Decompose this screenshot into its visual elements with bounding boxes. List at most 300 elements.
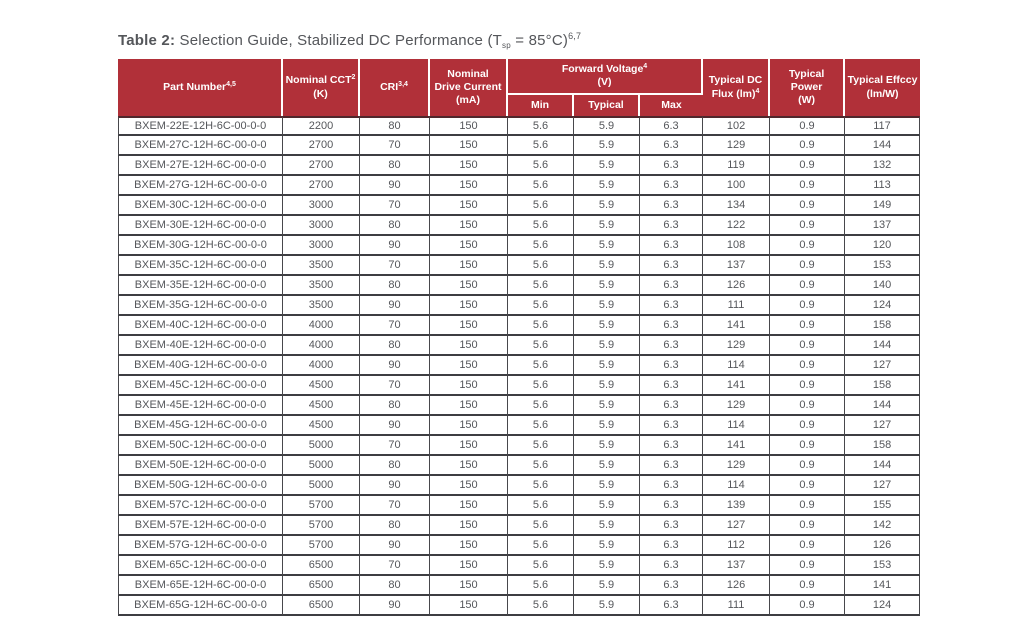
cell-vf-typical: 5.9 [574, 216, 640, 236]
cell-vf-max: 6.3 [640, 496, 703, 516]
cell-typical-dc-flux-lm: 108 [703, 236, 770, 256]
cell-typical-dc-flux-lm: 111 [703, 596, 770, 616]
cell-typical-efficacy-lm-w: 126 [845, 536, 920, 556]
cell-vf-typical: 5.9 [574, 516, 640, 536]
table-row [118, 496, 920, 516]
table-row [118, 356, 920, 376]
cell-typical-dc-flux-lm: 119 [703, 156, 770, 176]
table-row [118, 136, 920, 156]
cell-typical-dc-flux-lm: 134 [703, 196, 770, 216]
drive-current-label-2: Drive Current [434, 80, 502, 93]
cell-drive-current-ma: 150 [430, 196, 508, 216]
cell-drive-current-ma: 150 [430, 296, 508, 316]
cell-typical-power-w: 0.9 [770, 596, 845, 616]
cell-typical-dc-flux-lm: 114 [703, 356, 770, 376]
cell-typical-efficacy-lm-w: 117 [845, 116, 920, 136]
cri-footnote: 3,4 [398, 80, 408, 88]
cell-cri: 80 [360, 576, 430, 596]
cell-nominal-cct-k: 5700 [283, 496, 360, 516]
cell-typical-dc-flux-lm: 129 [703, 396, 770, 416]
col-header-vf-max: Max [640, 95, 703, 116]
cell-typical-power-w: 0.9 [770, 156, 845, 176]
cell-nominal-cct-k: 2700 [283, 156, 360, 176]
cell-typical-dc-flux-lm: 127 [703, 516, 770, 536]
cell-part-number: BXEM-40G-12H-6C-00-0-0 [118, 356, 283, 376]
cell-vf-min: 5.6 [508, 256, 574, 276]
cell-typical-power-w: 0.9 [770, 316, 845, 336]
cell-typical-dc-flux-lm: 137 [703, 256, 770, 276]
cell-vf-min: 5.6 [508, 376, 574, 396]
cell-typical-efficacy-lm-w: 144 [845, 336, 920, 356]
cell-vf-max: 6.3 [640, 456, 703, 476]
cell-typical-dc-flux-lm: 129 [703, 456, 770, 476]
cell-part-number: BXEM-50C-12H-6C-00-0-0 [118, 436, 283, 456]
cell-vf-typical: 5.9 [574, 136, 640, 156]
cell-vf-min: 5.6 [508, 356, 574, 376]
cell-vf-typical: 5.9 [574, 236, 640, 256]
cell-vf-typical: 5.9 [574, 556, 640, 576]
power-unit: (W) [798, 94, 815, 107]
dc-flux-label-1: Typical DC [708, 74, 763, 87]
efficacy-label: Typical Effccy [847, 74, 918, 87]
cell-drive-current-ma: 150 [430, 516, 508, 536]
cell-typical-dc-flux-lm: 126 [703, 576, 770, 596]
cell-cri: 70 [360, 556, 430, 576]
cell-nominal-cct-k: 3000 [283, 236, 360, 256]
cell-typical-dc-flux-lm: 129 [703, 336, 770, 356]
cell-drive-current-ma: 150 [430, 176, 508, 196]
cell-drive-current-ma: 150 [430, 276, 508, 296]
cell-typical-power-w: 0.9 [770, 576, 845, 596]
table-row [118, 376, 920, 396]
cell-typical-power-w: 0.9 [770, 196, 845, 216]
cell-vf-min: 5.6 [508, 216, 574, 236]
table-title-label: Table 2: [118, 32, 176, 49]
cell-vf-typical: 5.9 [574, 336, 640, 356]
cell-cri: 80 [360, 116, 430, 136]
cell-nominal-cct-k: 4000 [283, 316, 360, 336]
cell-part-number: BXEM-45C-12H-6C-00-0-0 [118, 376, 283, 396]
cell-nominal-cct-k: 5700 [283, 516, 360, 536]
part-number-footnote: 4,5 [226, 80, 236, 88]
col-header-power [770, 59, 845, 116]
cell-drive-current-ma: 150 [430, 396, 508, 416]
dc-flux-label-2: Flux (lm) [711, 87, 756, 100]
cell-nominal-cct-k: 4500 [283, 376, 360, 396]
cell-part-number: BXEM-65E-12H-6C-00-0-0 [118, 576, 283, 596]
cell-cri: 90 [360, 176, 430, 196]
cell-typical-power-w: 0.9 [770, 296, 845, 316]
cell-vf-typical: 5.9 [574, 156, 640, 176]
table-row [118, 336, 920, 356]
table-row [118, 516, 920, 536]
cell-typical-power-w: 0.9 [770, 356, 845, 376]
cell-vf-min: 5.6 [508, 456, 574, 476]
cell-typical-dc-flux-lm: 141 [703, 436, 770, 456]
cell-part-number: BXEM-45G-12H-6C-00-0-0 [118, 416, 283, 436]
cell-typical-power-w: 0.9 [770, 476, 845, 496]
cell-vf-max: 6.3 [640, 536, 703, 556]
cell-part-number: BXEM-57G-12H-6C-00-0-0 [118, 536, 283, 556]
table-row [118, 196, 920, 216]
cell-vf-min: 5.6 [508, 156, 574, 176]
cell-typical-power-w: 0.9 [770, 376, 845, 396]
cell-nominal-cct-k: 4000 [283, 356, 360, 376]
cell-typical-power-w: 0.9 [770, 336, 845, 356]
cell-vf-max: 6.3 [640, 416, 703, 436]
cell-drive-current-ma: 150 [430, 576, 508, 596]
cell-drive-current-ma: 150 [430, 356, 508, 376]
cell-nominal-cct-k: 2700 [283, 136, 360, 156]
table-row [118, 236, 920, 256]
cell-vf-min: 5.6 [508, 176, 574, 196]
table-row [118, 536, 920, 556]
cell-part-number: BXEM-57E-12H-6C-00-0-0 [118, 516, 283, 536]
cell-part-number: BXEM-65G-12H-6C-00-0-0 [118, 596, 283, 616]
cell-vf-max: 6.3 [640, 576, 703, 596]
cell-cri: 70 [360, 436, 430, 456]
cell-drive-current-ma: 150 [430, 496, 508, 516]
cell-cri: 70 [360, 256, 430, 276]
table-row [118, 256, 920, 276]
cell-cri: 80 [360, 396, 430, 416]
cell-typical-efficacy-lm-w: 127 [845, 356, 920, 376]
table-row [118, 316, 920, 336]
table-header [118, 59, 920, 116]
cell-vf-typical: 5.9 [574, 436, 640, 456]
cell-vf-min: 5.6 [508, 276, 574, 296]
cell-nominal-cct-k: 4000 [283, 336, 360, 356]
cell-cri: 90 [360, 536, 430, 556]
cell-vf-typical: 5.9 [574, 496, 640, 516]
cell-typical-efficacy-lm-w: 153 [845, 556, 920, 576]
cell-typical-power-w: 0.9 [770, 516, 845, 536]
cell-cri: 80 [360, 276, 430, 296]
cell-vf-typical: 5.9 [574, 196, 640, 216]
cell-nominal-cct-k: 5000 [283, 436, 360, 456]
cell-cri: 70 [360, 316, 430, 336]
cell-vf-max: 6.3 [640, 276, 703, 296]
table-row [118, 596, 920, 616]
cell-vf-min: 5.6 [508, 336, 574, 356]
cell-typical-efficacy-lm-w: 140 [845, 276, 920, 296]
cell-vf-max: 6.3 [640, 256, 703, 276]
cell-vf-typical: 5.9 [574, 356, 640, 376]
cell-typical-efficacy-lm-w: 137 [845, 216, 920, 236]
cell-part-number: BXEM-27G-12H-6C-00-0-0 [118, 176, 283, 196]
cell-cri: 70 [360, 136, 430, 156]
nominal-cct-label: Nominal CCT [285, 74, 352, 87]
cell-typical-efficacy-lm-w: 158 [845, 436, 920, 456]
cell-vf-max: 6.3 [640, 116, 703, 136]
cell-vf-min: 5.6 [508, 496, 574, 516]
cell-part-number: BXEM-27E-12H-6C-00-0-0 [118, 156, 283, 176]
col-header-drive-current [430, 59, 508, 116]
cell-typical-efficacy-lm-w: 153 [845, 256, 920, 276]
cell-part-number: BXEM-65C-12H-6C-00-0-0 [118, 556, 283, 576]
cell-typical-efficacy-lm-w: 144 [845, 136, 920, 156]
cell-cri: 70 [360, 376, 430, 396]
cell-typical-power-w: 0.9 [770, 276, 845, 296]
cell-nominal-cct-k: 2200 [283, 116, 360, 136]
cell-typical-efficacy-lm-w: 158 [845, 376, 920, 396]
cell-vf-min: 5.6 [508, 196, 574, 216]
cell-vf-min: 5.6 [508, 316, 574, 336]
cell-vf-typical: 5.9 [574, 296, 640, 316]
col-header-cri [360, 59, 430, 116]
cell-drive-current-ma: 150 [430, 156, 508, 176]
cell-typical-efficacy-lm-w: 113 [845, 176, 920, 196]
efficacy-unit: (lm/W) [866, 87, 899, 100]
cell-vf-typical: 5.9 [574, 536, 640, 556]
cell-typical-power-w: 0.9 [770, 536, 845, 556]
cell-typical-efficacy-lm-w: 155 [845, 496, 920, 516]
table-row [118, 556, 920, 576]
cell-typical-efficacy-lm-w: 127 [845, 476, 920, 496]
cell-vf-max: 6.3 [640, 556, 703, 576]
cell-vf-min: 5.6 [508, 516, 574, 536]
cell-typical-dc-flux-lm: 114 [703, 416, 770, 436]
col-header-part-number [118, 59, 283, 116]
table-row [118, 176, 920, 196]
cell-part-number: BXEM-57C-12H-6C-00-0-0 [118, 496, 283, 516]
cell-part-number: BXEM-30C-12H-6C-00-0-0 [118, 196, 283, 216]
cell-cri: 90 [360, 416, 430, 436]
cell-typical-dc-flux-lm: 111 [703, 296, 770, 316]
cell-typical-efficacy-lm-w: 124 [845, 596, 920, 616]
cell-nominal-cct-k: 4500 [283, 416, 360, 436]
cell-nominal-cct-k: 2700 [283, 176, 360, 196]
table-title-condition: = 85°C) [510, 32, 569, 49]
cell-cri: 90 [360, 296, 430, 316]
cell-part-number: BXEM-35E-12H-6C-00-0-0 [118, 276, 283, 296]
cell-part-number: BXEM-50E-12H-6C-00-0-0 [118, 456, 283, 476]
cell-vf-max: 6.3 [640, 396, 703, 416]
cell-vf-min: 5.6 [508, 476, 574, 496]
cell-typical-efficacy-lm-w: 141 [845, 576, 920, 596]
cell-vf-max: 6.3 [640, 356, 703, 376]
cell-vf-typical: 5.9 [574, 276, 640, 296]
cell-typical-dc-flux-lm: 114 [703, 476, 770, 496]
cell-drive-current-ma: 150 [430, 476, 508, 496]
part-number-label: Part Number [163, 80, 227, 93]
title-subscript: sp [502, 41, 511, 50]
table-body [118, 116, 920, 616]
cell-cri: 80 [360, 156, 430, 176]
cell-vf-max: 6.3 [640, 516, 703, 536]
table-title [118, 31, 920, 50]
cell-vf-max: 6.3 [640, 156, 703, 176]
cell-typical-dc-flux-lm: 102 [703, 116, 770, 136]
cell-nominal-cct-k: 6500 [283, 576, 360, 596]
cell-part-number: BXEM-35G-12H-6C-00-0-0 [118, 296, 283, 316]
cell-nominal-cct-k: 3500 [283, 296, 360, 316]
cell-vf-min: 5.6 [508, 416, 574, 436]
cell-vf-max: 6.3 [640, 476, 703, 496]
cell-nominal-cct-k: 5000 [283, 456, 360, 476]
cell-cri: 70 [360, 196, 430, 216]
col-header-efficacy [845, 59, 920, 116]
cell-typical-power-w: 0.9 [770, 256, 845, 276]
cell-drive-current-ma: 150 [430, 116, 508, 136]
cell-drive-current-ma: 150 [430, 536, 508, 556]
cell-typical-power-w: 0.9 [770, 236, 845, 256]
cell-part-number: BXEM-30G-12H-6C-00-0-0 [118, 236, 283, 256]
cell-vf-min: 5.6 [508, 116, 574, 136]
dc-flux-footnote: 4 [755, 87, 760, 95]
cell-vf-min: 5.6 [508, 136, 574, 156]
cell-drive-current-ma: 150 [430, 316, 508, 336]
table-row [118, 576, 920, 596]
cell-vf-typical: 5.9 [574, 416, 640, 436]
cell-nominal-cct-k: 3000 [283, 216, 360, 236]
cell-typical-power-w: 0.9 [770, 396, 845, 416]
col-header-vf-min: Min [508, 95, 574, 116]
cell-typical-dc-flux-lm: 112 [703, 536, 770, 556]
cell-vf-max: 6.3 [640, 296, 703, 316]
cell-drive-current-ma: 150 [430, 556, 508, 576]
cell-vf-max: 6.3 [640, 176, 703, 196]
cell-vf-min: 5.6 [508, 296, 574, 316]
table-row [118, 456, 920, 476]
cell-nominal-cct-k: 3500 [283, 256, 360, 276]
power-label-1: Typical [788, 67, 825, 80]
cell-cri: 80 [360, 516, 430, 536]
cell-typical-dc-flux-lm: 141 [703, 316, 770, 336]
col-header-dc-flux [703, 59, 770, 116]
cell-vf-min: 5.6 [508, 576, 574, 596]
cell-vf-max: 6.3 [640, 236, 703, 256]
header-row-main [118, 59, 920, 95]
cell-cri: 90 [360, 476, 430, 496]
cell-typical-efficacy-lm-w: 144 [845, 456, 920, 476]
table-row [118, 116, 920, 136]
forward-voltage-unit: (V) [597, 76, 612, 88]
cell-typical-efficacy-lm-w: 127 [845, 416, 920, 436]
cell-typical-efficacy-lm-w: 142 [845, 516, 920, 536]
cell-vf-min: 5.6 [508, 596, 574, 616]
cell-nominal-cct-k: 5700 [283, 536, 360, 556]
cell-nominal-cct-k: 3000 [283, 196, 360, 216]
table-row [118, 416, 920, 436]
cell-part-number: BXEM-22E-12H-6C-00-0-0 [118, 116, 283, 136]
drive-current-unit: (mA) [456, 94, 480, 107]
cell-vf-typical: 5.9 [574, 316, 640, 336]
cri-label: CRI [380, 80, 399, 93]
cell-typical-dc-flux-lm: 137 [703, 556, 770, 576]
cell-typical-efficacy-lm-w: 149 [845, 196, 920, 216]
col-header-vf-typical: Typical [574, 95, 640, 116]
cell-nominal-cct-k: 6500 [283, 596, 360, 616]
cell-part-number: BXEM-35C-12H-6C-00-0-0 [118, 256, 283, 276]
cell-typical-dc-flux-lm: 122 [703, 216, 770, 236]
cell-typical-efficacy-lm-w: 124 [845, 296, 920, 316]
cell-vf-max: 6.3 [640, 316, 703, 336]
cell-drive-current-ma: 150 [430, 376, 508, 396]
cell-typical-power-w: 0.9 [770, 136, 845, 156]
cell-vf-min: 5.6 [508, 436, 574, 456]
cell-part-number: BXEM-30E-12H-6C-00-0-0 [118, 216, 283, 236]
cell-vf-max: 6.3 [640, 136, 703, 156]
cell-drive-current-ma: 150 [430, 136, 508, 156]
cell-drive-current-ma: 150 [430, 456, 508, 476]
cell-cri: 80 [360, 336, 430, 356]
cell-part-number: BXEM-27C-12H-6C-00-0-0 [118, 136, 283, 156]
document-page [118, 31, 920, 616]
cell-typical-power-w: 0.9 [770, 496, 845, 516]
forward-voltage-label: Forward Voltage [561, 62, 644, 75]
cell-vf-max: 6.3 [640, 196, 703, 216]
table-row [118, 276, 920, 296]
cell-vf-typical: 5.9 [574, 596, 640, 616]
cell-vf-typical: 5.9 [574, 376, 640, 396]
power-label-2: Power [790, 80, 823, 93]
cell-vf-typical: 5.9 [574, 576, 640, 596]
cell-typical-power-w: 0.9 [770, 216, 845, 236]
cell-cri: 90 [360, 596, 430, 616]
cell-part-number: BXEM-45E-12H-6C-00-0-0 [118, 396, 283, 416]
cell-typical-power-w: 0.9 [770, 436, 845, 456]
cell-vf-max: 6.3 [640, 436, 703, 456]
cell-vf-max: 6.3 [640, 336, 703, 356]
cell-typical-dc-flux-lm: 141 [703, 376, 770, 396]
cell-typical-efficacy-lm-w: 144 [845, 396, 920, 416]
cell-vf-typical: 5.9 [574, 456, 640, 476]
cell-typical-dc-flux-lm: 139 [703, 496, 770, 516]
cell-vf-max: 6.3 [640, 216, 703, 236]
table-title-text: Selection Guide, Stabilized DC Performance (T [175, 32, 503, 49]
col-header-forward-voltage [508, 59, 703, 95]
cell-vf-typical: 5.9 [574, 256, 640, 276]
cell-vf-typical: 5.9 [574, 476, 640, 496]
cell-vf-typical: 5.9 [574, 176, 640, 196]
cell-drive-current-ma: 150 [430, 236, 508, 256]
cell-vf-min: 5.6 [508, 556, 574, 576]
cell-typical-dc-flux-lm: 126 [703, 276, 770, 296]
nominal-cct-footnote: 2 [351, 74, 356, 82]
cell-typical-power-w: 0.9 [770, 556, 845, 576]
cell-drive-current-ma: 150 [430, 216, 508, 236]
selection-guide-table [118, 59, 920, 616]
table-row [118, 216, 920, 236]
drive-current-label-1: Nominal [447, 67, 489, 80]
title-footnote-marker: 6,7 [568, 31, 582, 41]
cell-typical-power-w: 0.9 [770, 456, 845, 476]
table-row [118, 476, 920, 496]
cell-cri: 70 [360, 496, 430, 516]
cell-vf-min: 5.6 [508, 236, 574, 256]
cell-vf-typical: 5.9 [574, 396, 640, 416]
cell-nominal-cct-k: 4500 [283, 396, 360, 416]
cell-cri: 90 [360, 356, 430, 376]
cell-part-number: BXEM-50G-12H-6C-00-0-0 [118, 476, 283, 496]
table-row [118, 396, 920, 416]
cell-typical-efficacy-lm-w: 158 [845, 316, 920, 336]
col-header-nominal-cct [283, 59, 360, 116]
cell-nominal-cct-k: 5000 [283, 476, 360, 496]
cell-cri: 80 [360, 216, 430, 236]
cell-drive-current-ma: 150 [430, 436, 508, 456]
cell-typical-dc-flux-lm: 100 [703, 176, 770, 196]
cell-drive-current-ma: 150 [430, 416, 508, 436]
cell-cri: 90 [360, 236, 430, 256]
cell-vf-min: 5.6 [508, 396, 574, 416]
nominal-cct-unit: (K) [313, 87, 328, 100]
table-row [118, 156, 920, 176]
cell-vf-min: 5.6 [508, 536, 574, 556]
cell-typical-efficacy-lm-w: 132 [845, 156, 920, 176]
cell-typical-power-w: 0.9 [770, 416, 845, 436]
